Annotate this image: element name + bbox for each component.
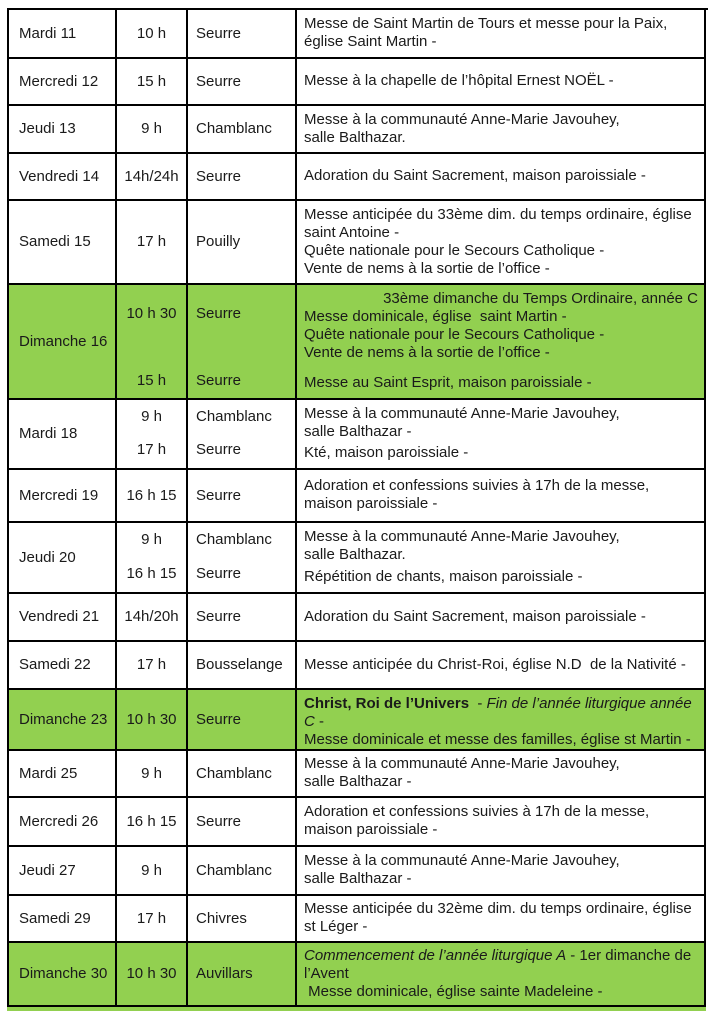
description-text: Quête nationale pour le Secours Catholique - (304, 241, 605, 259)
day-cell (9, 470, 117, 523)
day-label: Mardi 11 (19, 24, 77, 42)
time-cell (117, 642, 188, 690)
schedule-row (9, 847, 708, 896)
place-cell (188, 642, 297, 690)
time-cell (117, 470, 188, 523)
time-value: 9 h (141, 531, 162, 548)
description-cell (297, 642, 706, 690)
description-text: Adoration et confessions suivies à 17h de la messe, maison paroissiale - (304, 803, 654, 838)
description-text: Messe dominicale, église sainte Madeleine - (304, 982, 603, 1000)
time-value: 15 h (136, 372, 167, 389)
day-cell (9, 285, 117, 400)
description-cell (297, 847, 706, 896)
place-cell (188, 400, 297, 470)
description-text: Messe dominicale et messe des familles, église st Martin - (304, 731, 691, 748)
description-paragraph (304, 242, 700, 260)
description-text: Messe anticipée du 32ème dim. du temps ordinaire, église st Léger - (304, 900, 696, 935)
description-paragraph (304, 167, 700, 185)
day-label: Dimanche 16 (19, 332, 108, 350)
description-text: Messe à la communauté Anne-Marie Javouhey, (304, 528, 620, 545)
description-text: Commencement de l’année liturgique A (304, 946, 567, 964)
place-value: Chamblanc (196, 120, 272, 137)
description-cell (297, 690, 706, 751)
time-cell (117, 751, 188, 798)
time-value: 9 h (141, 861, 162, 879)
description-text: Messe à la chapelle de l’hôpital Ernest NOËL - (304, 72, 614, 89)
description-cell (297, 798, 706, 847)
time-cell (117, 690, 188, 751)
place-cell (188, 847, 297, 896)
place-value: Seurre (196, 812, 242, 830)
schedule-row (9, 798, 708, 847)
description-paragraph (304, 656, 700, 674)
place-value: Chamblanc (196, 764, 272, 782)
time-cell (117, 594, 188, 642)
description-paragraph (304, 405, 700, 423)
schedule-row (9, 690, 708, 751)
day-label: Mercredi 12 (19, 72, 99, 90)
description-text: Messe anticipée du Christ-Roi, église N.D de la Nativité - (304, 655, 686, 673)
description-text: Messe à la communauté Anne-Marie Javouhey, (304, 110, 620, 128)
time-cell (117, 106, 188, 154)
place-cell (188, 470, 297, 523)
description-paragraph (304, 206, 700, 242)
description-text: salle Balthazar - (304, 870, 412, 887)
description-paragraph (304, 870, 700, 888)
description-text: Messe de Saint Martin de Tours et messe pour la Paix, église Saint Martin - (304, 15, 672, 50)
time-cell (117, 59, 188, 106)
place-cell (188, 10, 297, 59)
description-paragraph (304, 326, 700, 344)
place-cell (188, 594, 297, 642)
description-text: salle Balthazar - (304, 423, 412, 440)
description-cell (297, 285, 706, 400)
description-paragraph (304, 72, 700, 90)
description-text: 33ème dimanche du Temps Ordinaire, année C (383, 290, 698, 307)
place-value: Seurre (196, 305, 242, 322)
place-value: Pouilly (196, 233, 241, 250)
description-paragraph (304, 423, 700, 441)
place-cell (188, 285, 297, 400)
schedule-row (9, 642, 708, 690)
place-cell (188, 896, 297, 943)
day-cell (9, 751, 117, 798)
time-value: 16 h 15 (126, 565, 177, 582)
day-label: Samedi 22 (19, 656, 91, 673)
time-value: 15 h (136, 72, 167, 90)
day-cell (9, 847, 117, 896)
schedule-row (9, 523, 708, 594)
description-paragraph (304, 308, 700, 326)
day-cell (9, 106, 117, 154)
description-paragraph (304, 546, 700, 564)
place-cell (188, 201, 297, 285)
place-value: Chamblanc (196, 408, 272, 425)
description-text: salle Balthazar. (304, 546, 406, 563)
schedule-row (9, 106, 708, 154)
place-value: Seurre (196, 72, 242, 90)
description-text: Christ, Roi de l’Univers (304, 695, 470, 712)
description-paragraph (304, 15, 700, 51)
description-text: Vente de nems à la sortie de l’office - (304, 259, 550, 277)
schedule-row (9, 154, 708, 201)
schedule-table (7, 8, 708, 1007)
description-paragraph (304, 477, 700, 513)
description-paragraph (304, 568, 700, 586)
time-value: 10 h 30 (126, 710, 177, 728)
description-paragraph (304, 695, 700, 731)
place-cell (188, 690, 297, 751)
description-text: Messe à la communauté Anne-Marie Javouhey, (304, 755, 620, 772)
time-value: 14h/20h (124, 608, 179, 625)
description-text: salle Balthazar - (304, 773, 412, 790)
time-cell (117, 154, 188, 201)
description-paragraph (304, 803, 700, 839)
description-paragraph (304, 344, 700, 362)
place-value: Chamblanc (196, 861, 272, 879)
day-label: Jeudi 20 (19, 548, 76, 566)
place-cell (188, 943, 297, 1007)
day-label: Vendredi 21 (19, 608, 100, 625)
description-cell (297, 154, 706, 201)
description-paragraph (304, 731, 700, 749)
schedule-row (9, 943, 708, 1007)
day-label: Mercredi 19 (19, 486, 99, 504)
schedule-row (9, 751, 708, 798)
time-value: 10 h (136, 24, 167, 42)
time-cell (117, 896, 188, 943)
description-text: Kté, maison paroissiale - (304, 444, 469, 461)
description-text: salle Balthazar. (304, 128, 406, 146)
description-paragraph (304, 900, 700, 936)
description-cell (297, 896, 706, 943)
place-value: Seurre (196, 441, 242, 458)
description-text: Adoration du Saint Sacrement, maison paroissiale - (304, 607, 646, 625)
day-label: Vendredi 14 (19, 167, 100, 185)
day-label: Samedi 29 (19, 909, 91, 927)
description-paragraph (304, 129, 700, 147)
description-cell (297, 594, 706, 642)
description-text: Messe dominicale, église saint Martin - (304, 308, 567, 325)
day-cell (9, 594, 117, 642)
description-text: Adoration et confessions suivies à 17h de la messe, maison paroissiale - (304, 477, 654, 512)
day-label: Mercredi 26 (19, 812, 99, 830)
day-cell (9, 690, 117, 751)
day-label: Mardi 18 (19, 425, 78, 442)
schedule-row (9, 201, 708, 285)
description-paragraph (304, 290, 700, 308)
description-cell (297, 470, 706, 523)
day-cell (9, 523, 117, 594)
description-cell (297, 523, 706, 594)
description-paragraph (304, 111, 700, 129)
time-value: 9 h (141, 764, 162, 782)
time-value: 17 h (136, 656, 167, 673)
description-text: Messe à la communauté Anne-Marie Javouhey, (304, 405, 620, 422)
description-cell (297, 106, 706, 154)
day-cell (9, 154, 117, 201)
place-value: Seurre (196, 372, 242, 389)
time-cell (117, 400, 188, 470)
time-value: 17 h (136, 233, 167, 250)
description-paragraph (304, 374, 700, 392)
place-cell (188, 106, 297, 154)
day-label: Jeudi 27 (19, 861, 76, 879)
place-cell (188, 798, 297, 847)
description-cell (297, 201, 706, 285)
day-label: Dimanche 30 (19, 965, 108, 982)
description-text: Messe à la communauté Anne-Marie Javouhey, (304, 852, 620, 869)
time-value: 17 h (136, 909, 167, 927)
place-cell (188, 523, 297, 594)
schedule-row (9, 285, 708, 400)
place-cell (188, 59, 297, 106)
day-cell (9, 943, 117, 1007)
day-label: Dimanche 23 (19, 710, 108, 728)
place-cell (188, 751, 297, 798)
description-text: Messe au Saint Esprit, maison paroissiale - (304, 374, 592, 391)
time-value: 9 h (141, 408, 162, 425)
place-value: Auvillars (196, 965, 253, 982)
time-value: 17 h (136, 441, 167, 458)
description-text: Quête nationale pour le Secours Catholique - (304, 326, 605, 343)
time-value: 16 h 15 (126, 812, 177, 830)
time-value: 16 h 15 (126, 486, 177, 504)
day-cell (9, 201, 117, 285)
description-text: Adoration du Saint Sacrement, maison paroissiale - (304, 167, 646, 184)
time-cell (117, 10, 188, 59)
description-paragraph (304, 773, 700, 791)
place-value: Chamblanc (196, 531, 272, 548)
description-text: Répétition de chants, maison paroissiale - (304, 568, 583, 585)
day-cell (9, 59, 117, 106)
description-paragraph (304, 260, 700, 278)
place-value: Bousselange (196, 656, 283, 673)
description-text: Vente de nems à la sortie de l’office - (304, 344, 550, 361)
day-label: Jeudi 13 (19, 120, 76, 137)
place-cell (188, 154, 297, 201)
schedule-row (9, 896, 708, 943)
place-value: Seurre (196, 710, 242, 728)
place-value: Seurre (196, 167, 242, 185)
time-cell (117, 523, 188, 594)
description-paragraph (304, 983, 700, 1001)
day-cell (9, 10, 117, 59)
description-text: Fin de l’année liturgique année C (304, 695, 696, 730)
description-text: - (469, 695, 487, 712)
page-bottom-green-strip (7, 1007, 706, 1011)
schedule-row (9, 594, 708, 642)
day-label: Samedi 15 (19, 233, 91, 250)
description-cell (297, 59, 706, 106)
day-label: Mardi 25 (19, 764, 78, 782)
place-value: Seurre (196, 565, 242, 582)
day-cell (9, 400, 117, 470)
description-paragraph (304, 608, 700, 626)
description-paragraph (304, 947, 700, 983)
description-paragraph (304, 852, 700, 870)
schedule-row (9, 59, 708, 106)
schedule-row (9, 10, 708, 59)
time-value: 9 h (141, 120, 162, 137)
time-value: 14h/24h (124, 167, 179, 185)
description-paragraph (304, 528, 700, 546)
description-cell (297, 10, 706, 59)
day-cell (9, 798, 117, 847)
description-text: - (314, 713, 325, 730)
time-cell (117, 201, 188, 285)
time-value: 10 h 30 (126, 305, 177, 322)
place-value: Seurre (196, 608, 242, 625)
day-cell (9, 642, 117, 690)
description-paragraph (304, 755, 700, 773)
time-cell (117, 847, 188, 896)
time-cell (117, 285, 188, 400)
schedule-row (9, 470, 708, 523)
day-cell (9, 896, 117, 943)
place-value: Seurre (196, 24, 242, 42)
place-value: Seurre (196, 486, 242, 504)
schedule-row (9, 400, 708, 470)
time-cell (117, 943, 188, 1007)
description-cell (297, 943, 706, 1007)
description-text: - 1er dimanche de l’Avent (304, 946, 696, 982)
time-value: 10 h 30 (126, 965, 177, 982)
description-text: Messe anticipée du 33ème dim. du temps ordinaire, église saint Antoine - (304, 205, 696, 241)
time-cell (117, 798, 188, 847)
place-value: Chivres (196, 909, 247, 927)
description-cell (297, 400, 706, 470)
description-paragraph (304, 444, 700, 462)
description-cell (297, 751, 706, 798)
